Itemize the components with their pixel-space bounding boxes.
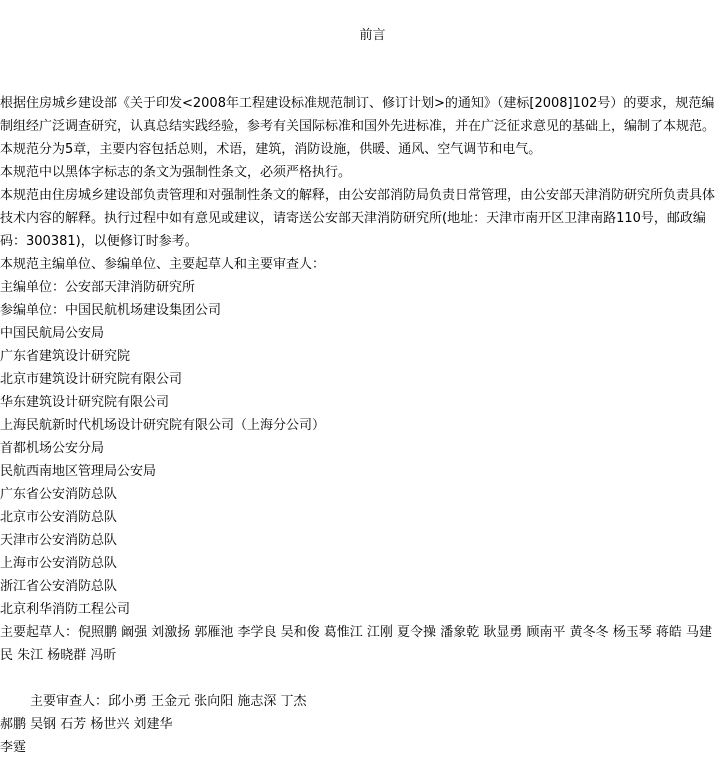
paragraph-units-intro: 本规范主编单位、参编单位、主要起草人和主要审查人：	[0, 257, 326, 272]
main-reviewers: 主要审查人：邱小勇 王金元 张向阳 施志深 丁杰	[30, 694, 307, 709]
participant-unit: 华东建筑设计研究院有限公司	[0, 395, 170, 410]
document-body	[0, 92, 716, 759]
participant-unit: 上海民航新时代机场设计研究院有限公司（上海分公司）	[0, 418, 326, 433]
paragraph-basis: 根据住房城乡建设部《关于印发<2008年工程建设标准规范制订、修订计划>的通知》（建标[2008]102号）的要求，规范编制组经广泛调查研究，认真总结实践经验，参考有关国际标准和国外先进标准，并在广泛征求意见的基础上，编制了本规范。	[0, 96, 716, 134]
participant-unit: 首都机场公安分局	[0, 441, 105, 456]
participant-unit: 民航西南地区管理局公安局	[0, 464, 157, 479]
main-drafters: 主要起草人：倪照鹏 阚强 刘激扬 郭雁池 李学良 吴和俊 葛惟江 江刚 夏令操 潘象乾 耿显勇 顾南平 黄冬冬 杨玉琴 蒋皓 马建民 朱江 杨晓群 冯昕	[0, 625, 712, 663]
participant-unit: 广东省建筑设计研究院	[0, 349, 131, 364]
paragraph-mandatory: 本规范中以黑体字标志的条文为强制性条文，必须严格执行。	[0, 165, 352, 180]
paragraph-management: 本规范由住房城乡建设部负责管理和对强制性条文的解释，由公安部消防局负责日常管理，由公安部天津消防研究所负责具体技术内容的解释。执行过程中如有意见或建议，请寄送公安部天津消防研究所(地址：天津市南开区卫津南路110号，邮政编码：300381)，以便修订时参考。	[0, 188, 716, 249]
participant-unit: 上海市公安消防总队	[0, 556, 118, 571]
participant-unit: 北京利华消防工程公司	[0, 602, 131, 617]
participant-unit: 天津市公安消防总队	[0, 533, 118, 548]
main-reviewers-continued: 李霆	[0, 740, 27, 755]
page-title: 前言	[359, 28, 386, 43]
paragraph-chapters: 本规范分为5章，主要内容包括总则，术语，建筑，消防设施，供暖、通风、空气调节和电气。	[0, 142, 542, 157]
participant-unit: 中国民航局公安局	[0, 326, 105, 341]
chief-editor-unit: 主编单位：公安部天津消防研究所	[0, 280, 196, 295]
blank-line	[0, 667, 716, 690]
participant-unit: 浙江省公安消防总队	[0, 579, 118, 594]
participant-unit: 广东省公安消防总队	[0, 487, 118, 502]
main-reviewers-continued: 郝鹏 吴钢 石芳 杨世兴 刘建华	[0, 717, 173, 732]
participant-unit: 参编单位：中国民航机场建设集团公司	[0, 303, 222, 318]
participant-unit: 北京市建筑设计研究院有限公司	[0, 372, 183, 387]
participant-unit: 北京市公安消防总队	[0, 510, 118, 525]
